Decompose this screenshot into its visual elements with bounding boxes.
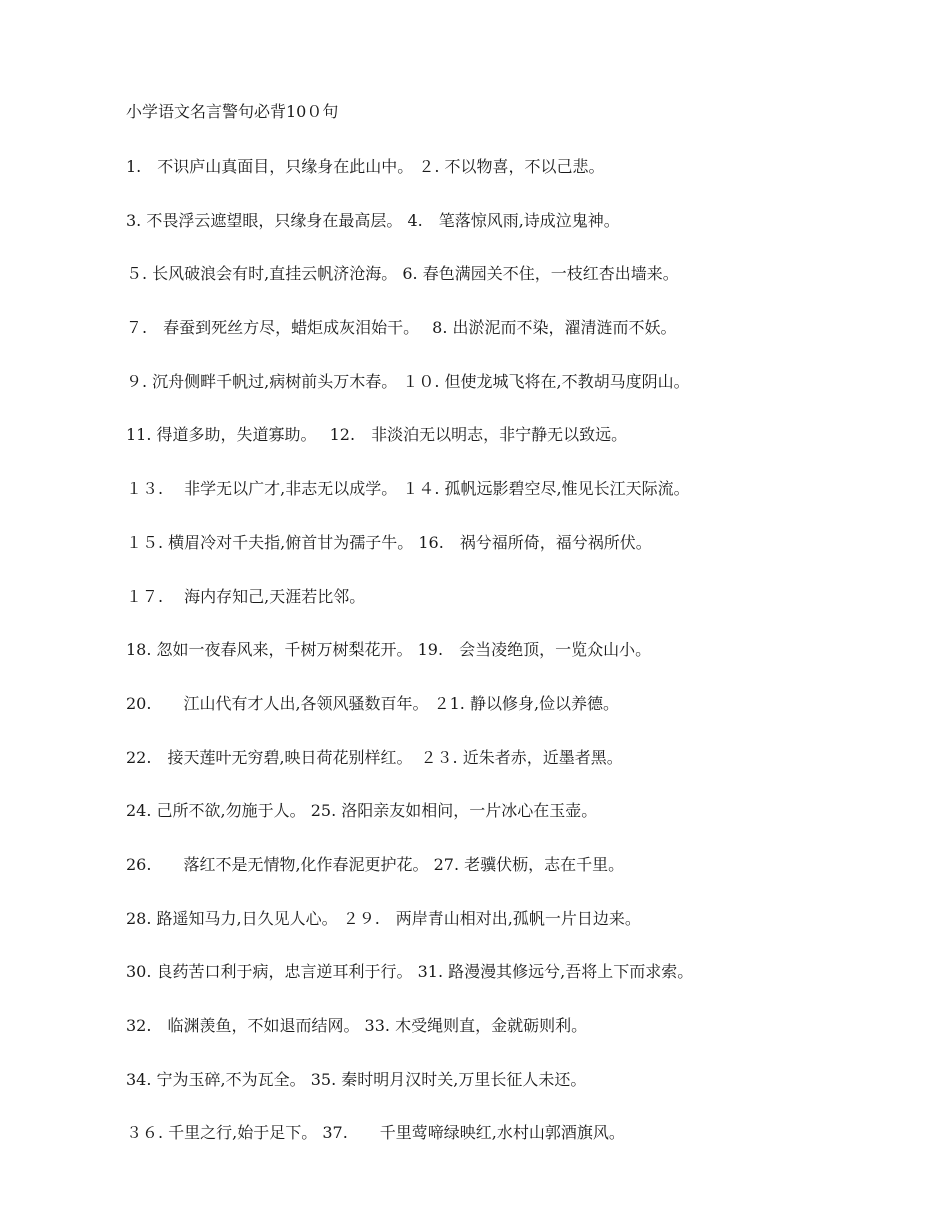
quote-line: １５. 横眉冷对千夫指,俯首甘为孺子牛。 16. 祸兮福所倚，福兮祸所伏。: [126, 532, 652, 552]
quote-line: １３. 非学无以广才,非志无以成学。 １４. 孤帆远影碧空尽,惟见长江天际流。: [126, 479, 690, 499]
quote-line: 11. 得道多助，失道寡助。 12. 非淡泊无以明志，非宁静无以致远。: [126, 425, 628, 445]
quote-line: ９. 沉舟侧畔千帆过,病树前头万木春。 １０. 但使龙城飞将在,不教胡马度阴山。: [126, 371, 690, 391]
quote-line: 28. 路遥知马力,日久见人心。 ２９. 两岸青山相对出,孤帆一片日边来。: [126, 908, 641, 928]
document-title: 小学语文名言警句必背10０句: [126, 102, 339, 121]
quote-line: 20. 江山代有才人出,各领风骚数百年。 ２1. 静以修身,俭以养德。: [126, 693, 620, 713]
quote-line: 22. 接天莲叶无穷碧,映日荷花别样红。 ２３. 近朱者赤，近墨者黑。: [126, 747, 623, 767]
quote-line: 30. 良药苦口利于病，忠言逆耳利于行。 31. 路漫漫其修远兮,吾将上下而求索。: [126, 962, 694, 982]
quote-line: 24. 己所不欲,勿施于人。 25. 洛阳亲友如相问，一片冰心在玉壶。: [126, 801, 598, 821]
quote-line: 18. 忽如一夜春风来，千树万树梨花开。 19. 会当凌绝顶，一览众山小。: [126, 640, 652, 660]
quote-line: 1. 不识庐山真面目，只缘身在此山中。 ２. 不以物喜，不以己悲。: [126, 157, 605, 176]
quote-line: ５. 长风破浪会有时,直挂云帆济沧海。 6. 春色满园关不住，一枝红杏出墙来。: [126, 264, 679, 284]
quote-line: 26. 落红不是无情物,化作春泥更护花。 27. 老骥伏枥，志在千里。: [126, 854, 625, 874]
quote-line: ７. 春蚕到死丝方尽，蜡炬成灰泪始干。 8. 出淤泥而不染，濯清涟而不妖。: [126, 318, 677, 338]
quote-line: 32. 临渊羡鱼，不如退而结网。 33. 木受绳则直，金就砺则利。: [126, 1016, 588, 1035]
quote-list: [126, 155, 926, 1175]
quote-line: １７. 海内存知己,天涯若比邻。: [126, 586, 366, 606]
quote-line: ３６. 千里之行,始于足下。 37. 千里莺啼绿映红,水村山郭酒旗风。: [126, 1123, 625, 1143]
quote-line: 3. 不畏浮云遮望眼，只缘身在最高层。 4. 笔落惊风雨,诗成泣鬼神。: [126, 210, 620, 230]
quote-line: 34. 宁为玉碎,不为瓦全。 35. 秦时明月汉时关,万里长征人未还。: [126, 1069, 587, 1089]
